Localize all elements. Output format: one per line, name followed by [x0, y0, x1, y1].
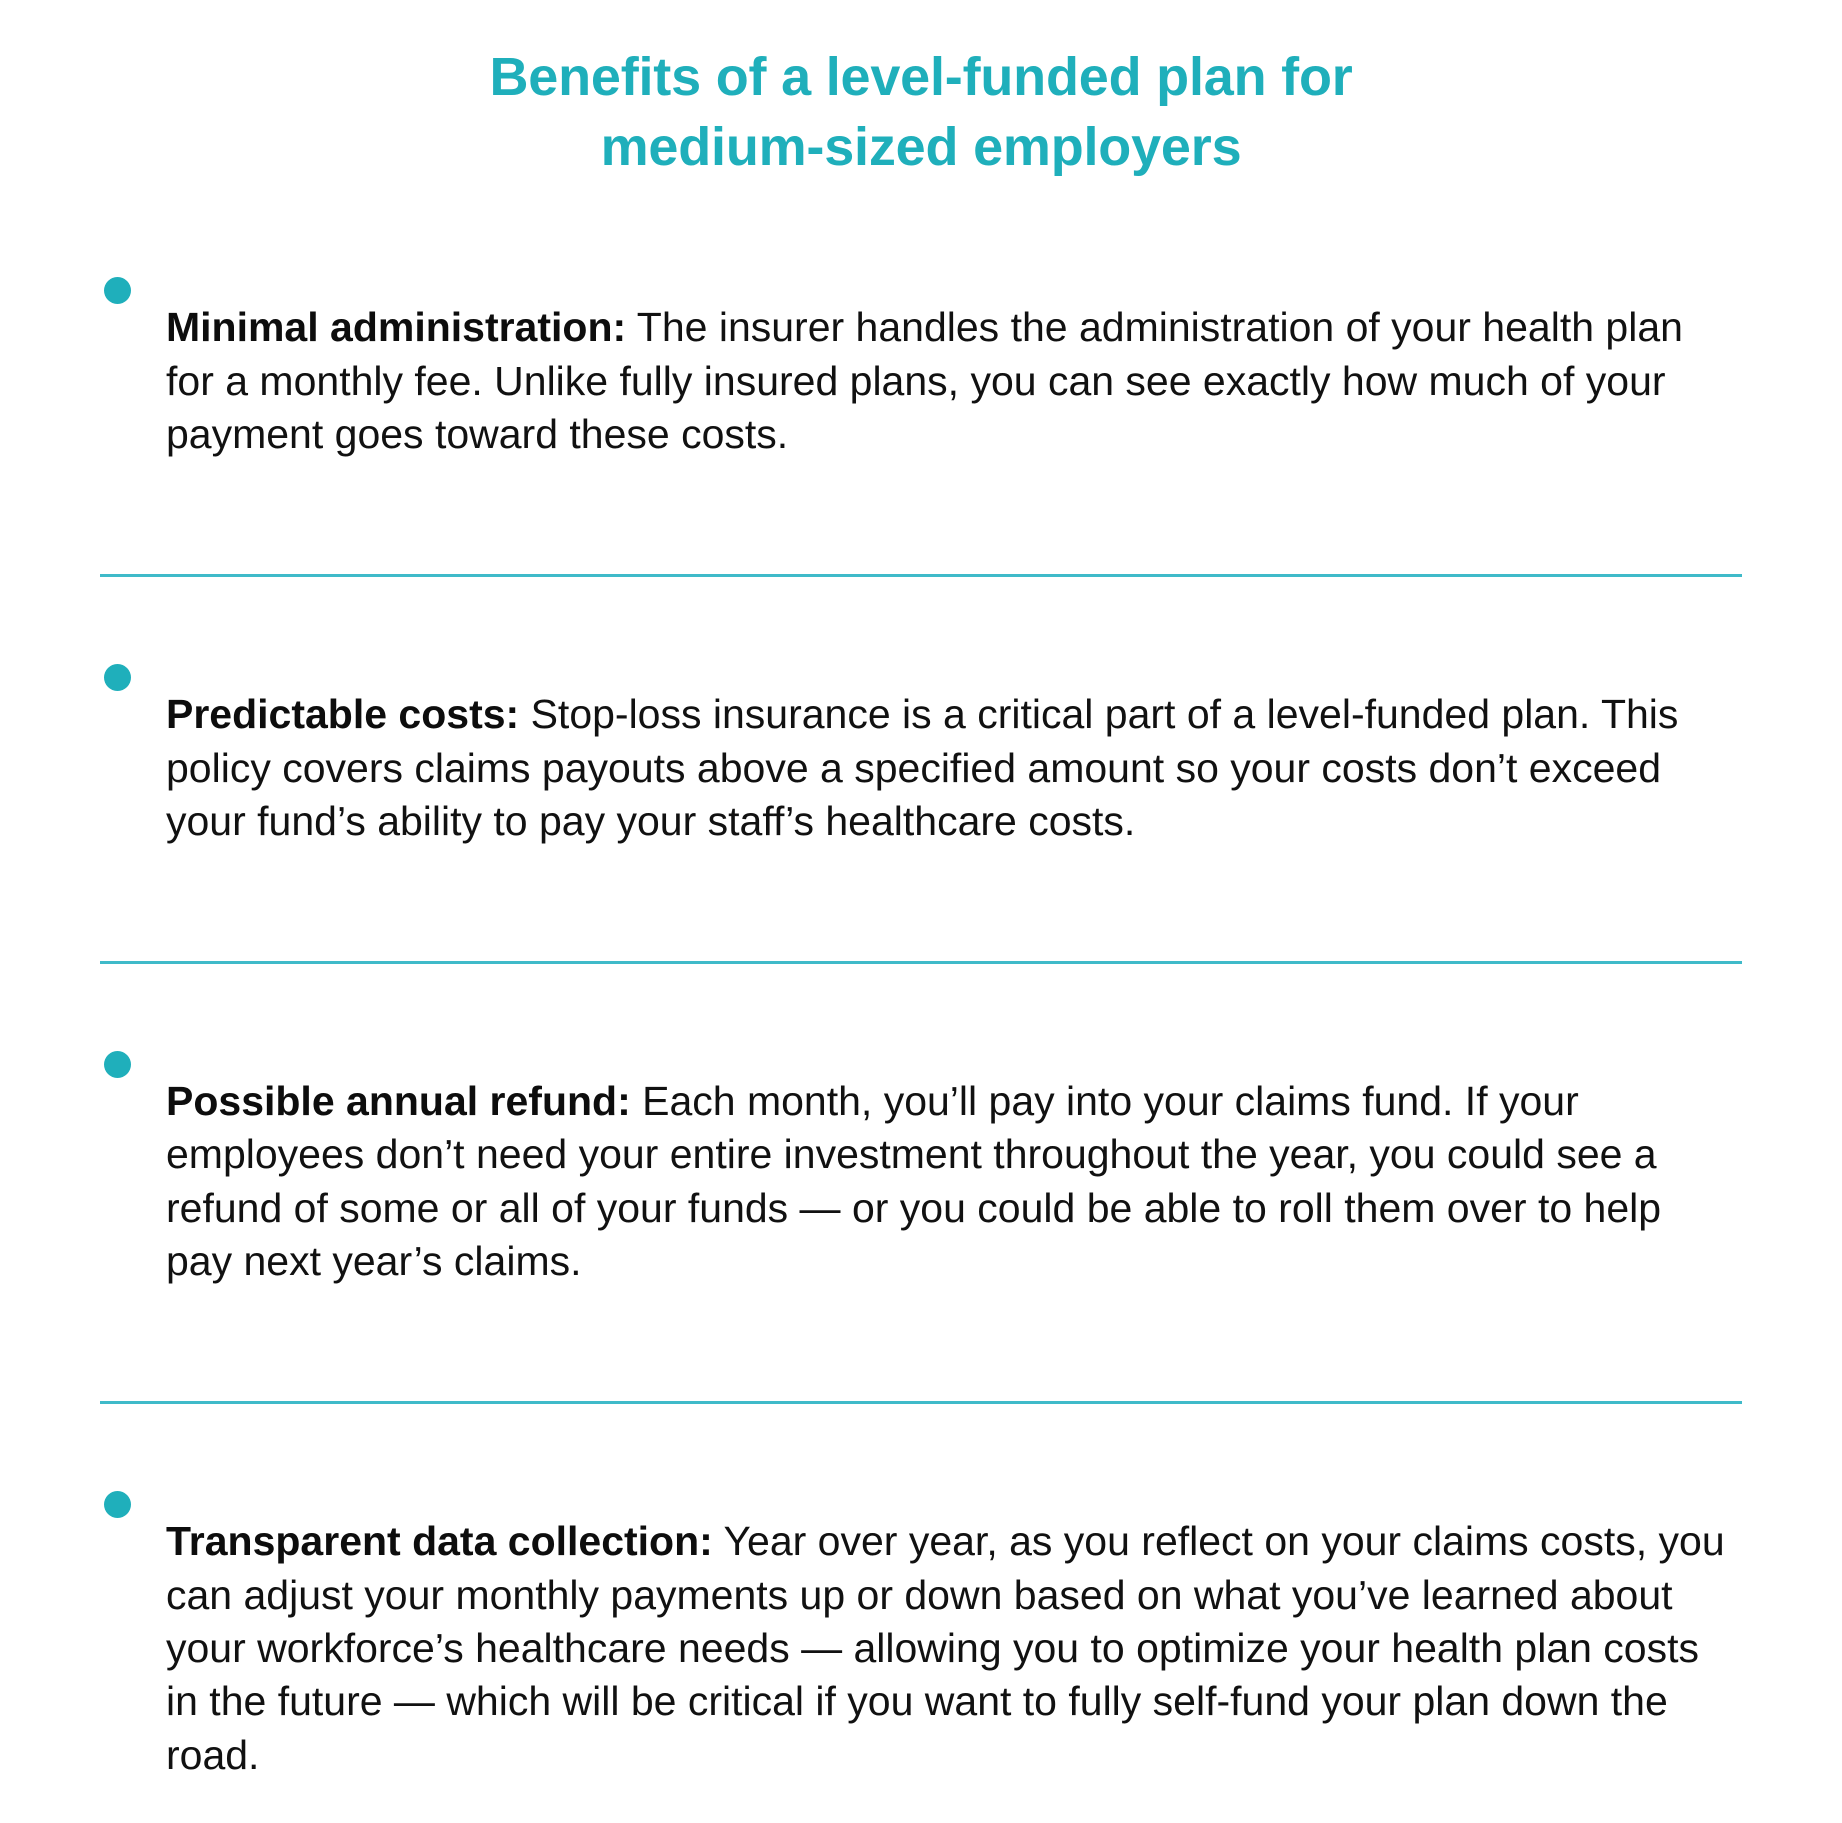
benefit-row: [104, 260, 1742, 502]
benefit-item-minimal-administration: [0, 260, 1842, 502]
spacer: [0, 964, 1842, 1034]
spacer: [0, 502, 1842, 574]
benefit-body-text: The insurer handles the administration of your health plan for a monthly fee. Unlike fully insured plans, you can see exactly how much of your payment goes toward these costs.: [166, 304, 1683, 457]
bullet-dot-icon: [104, 1491, 131, 1518]
benefit-row: [104, 1474, 1742, 1822]
benefit-lead-label: Minimal administration:: [166, 304, 627, 351]
benefit-body-text: Each month, you’ll pay into your claims fund. If your employees don’t need your entire investment throughout the year, you could see a refund of some or all of your funds — or you could be able to roll them over to help pay next year’s claims.: [166, 1078, 1662, 1285]
spacer: [0, 889, 1842, 961]
section-divider-2: [100, 961, 1742, 964]
benefit-text: [166, 688, 1736, 848]
spacer: [0, 577, 1842, 647]
bullet-dot-icon: [104, 277, 131, 304]
bullet-dot-icon: [104, 1051, 131, 1078]
spacer: [0, 1404, 1842, 1474]
section-divider-3: [100, 1401, 1742, 1404]
benefit-text: [166, 1075, 1736, 1288]
benefit-lead-label: Possible annual refund:: [166, 1078, 631, 1125]
spacer: [0, 1329, 1842, 1401]
page-title-line-1: Benefits of a level-funded plan for: [489, 47, 1353, 107]
benefit-text: [166, 1515, 1736, 1781]
section-divider-1: [100, 574, 1742, 577]
benefit-row: [104, 1034, 1742, 1329]
benefit-item-possible-annual-refund: [0, 1034, 1842, 1329]
benefit-row: [104, 647, 1742, 889]
page-title-line-2: medium-sized employers: [600, 117, 1242, 178]
benefit-body-text: Stop-loss insurance is a critical part of a level-funded plan. This policy covers claims payouts above a specified amount so your costs don’t exceed your fund’s ability to pay your staff’s healthcare costs.: [166, 691, 1679, 844]
benefit-lead-label: Predictable costs:: [166, 691, 520, 738]
benefit-item-transparent-data-collection: [0, 1474, 1842, 1822]
benefit-lead-label: Transparent data collection:: [166, 1518, 713, 1565]
bullet-dot-icon: [104, 664, 131, 691]
page-title: [0, 0, 1842, 182]
benefit-text: [166, 301, 1736, 461]
benefits-list: [0, 260, 1842, 1822]
benefit-body-text: Year over year, as you reflect on your claims costs, you can adjust your monthly payments up or down based on what you’ve learned about your workforce’s healthcare needs — allowing you to optimize your health plan costs in the future — which will be critical if you want to fully self-fund your plan down the road.: [166, 1518, 1725, 1778]
benefit-item-predictable-costs: [0, 647, 1842, 889]
